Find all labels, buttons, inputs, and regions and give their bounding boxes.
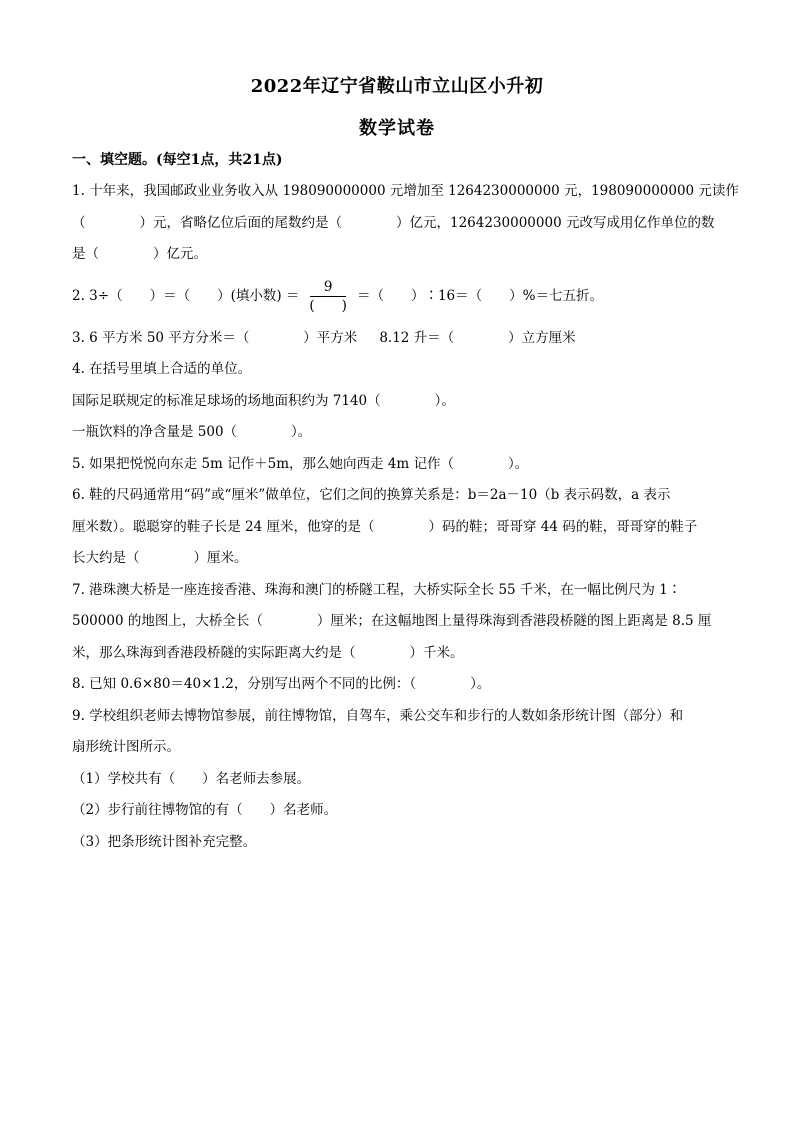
question-9-sub-1: （1）学校共有（ ）名老师去参展。 bbox=[72, 770, 311, 787]
question-9 bbox=[72, 701, 722, 859]
question-6-line-2: 厘米数）。聪聪穿的鞋子长是 24 厘米，他穿的是（ ）码的鞋；哥哥穿 44 码的鞋，哥哥穿的鞋子 bbox=[72, 518, 698, 535]
exam-subtitle: 数学试卷 bbox=[359, 118, 435, 139]
fraction-denominator: ( ) bbox=[309, 298, 347, 314]
question-4-line-1: 4. 在括号里填上合适的单位。 bbox=[72, 361, 252, 377]
question-6-line-1: 6. 鞋的尺码通常用“码”或“厘米”做单位，它们之间的换算关系是：b＝2a－10（b 表示码数，a 表示 bbox=[72, 487, 671, 503]
question-9-sub-2: （2）步行前往博物馆的有（ ）名老师。 bbox=[72, 802, 338, 818]
question-3 bbox=[72, 323, 722, 355]
question-7-line-2: 500000 的地图上，大桥全长（ ）厘米；在这幅地图上量得珠海到香港段桥隧的图上距离是 8.5 厘 bbox=[72, 613, 712, 629]
question-8: 8. 已知 0.6×80＝40×1.2，分别写出两个不同的比例：（ ）。 bbox=[72, 676, 491, 692]
question-9-sub-3: （3）把条形统计图补充完整。 bbox=[72, 833, 257, 850]
question-7-line-1: 7. 港珠澳大桥是一座连接香港、珠海和澳门的桥隧工程，大桥实际全长 55 千米，在一幅比例尺为 1∶ bbox=[72, 581, 682, 598]
question-3-part-a: 3. 6 平方米 50 平方分米＝（ ）平方米 bbox=[72, 329, 358, 346]
question-1-line-3: 是（ ）亿元。 bbox=[72, 246, 207, 262]
question-9-line-2: 扇形统计图所示。 bbox=[72, 739, 180, 755]
fraction bbox=[303, 278, 353, 315]
section-heading: 一、填空题。(每空1点，共21点) bbox=[72, 152, 283, 168]
question-9-line-1: 9. 学校组织老师去博物馆参展，前往博物馆，自驾车，乘公交车和步行的人数如条形统计图（部分）和 bbox=[72, 707, 684, 724]
question-1-line-1: 1. 十年来，我国邮政业业务收入从 198090000000 元增加至 1264230000000 元，198090000000 元读作 bbox=[72, 183, 739, 199]
exam-title: 2022年辽宁省鞍山市立山区小升初 bbox=[250, 76, 544, 97]
question-2-before: 2. 3÷（ ）＝（ ）(填小数) ＝ bbox=[72, 287, 300, 304]
question-6-line-3: 长大约是（ ）厘米。 bbox=[72, 550, 248, 566]
question-2 bbox=[72, 271, 722, 323]
question-1-line-2: （ ）元，省略亿位后面的尾数约是（ ）亿元，1264230000000 元改写成用亿作单位的数 bbox=[72, 214, 715, 231]
question-1 bbox=[72, 176, 739, 271]
question-4-line-3: 一瓶饮料的净含量是 500（ ）。 bbox=[72, 424, 312, 440]
question-3-part-b: 8.12 升＝（ ）立方厘米 bbox=[379, 329, 576, 346]
question-4-line-2: 国际足联规定的标准足球场的场地面积约为 7140（ ）。 bbox=[72, 392, 455, 409]
question-7 bbox=[72, 575, 722, 670]
question-7-line-3: 米，那么珠海到香港段桥隧的实际距离大约是（ ）千米。 bbox=[72, 644, 464, 661]
exam-content bbox=[72, 146, 739, 858]
question-4 bbox=[72, 354, 722, 449]
question-5: 5. 如果把悦悦向东走 5m 记作＋5m，那么她向西走 4m 记作（ ）。 bbox=[72, 455, 529, 472]
question-6 bbox=[72, 480, 722, 575]
question-2-after: ＝（ ）∶16＝（ ）%＝七五折。 bbox=[356, 287, 603, 304]
fraction-numerator: 9 bbox=[310, 278, 347, 297]
